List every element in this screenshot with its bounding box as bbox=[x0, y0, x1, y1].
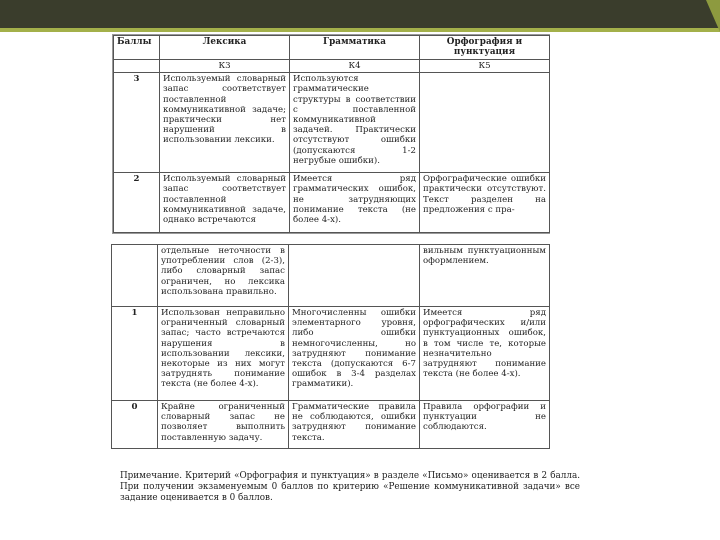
header-grammar: Грамматика bbox=[290, 36, 420, 60]
criteria-table-bottom bbox=[111, 244, 550, 449]
orthography-cell: Правила орфографии и пунктуации не соблюдаются. bbox=[420, 401, 550, 449]
orthography-cell: Имеется ряд орфографических и/или пунктуационных ошибок, в том числе те, которые незначительно затрудняют понимание текста (не более 4-х). bbox=[420, 307, 550, 401]
scan-page-1 bbox=[112, 34, 550, 234]
score-blank bbox=[112, 245, 158, 307]
grammar-cell: Имеется ряд грамматических ошибок, не затрудняющих понимание текста (не более 4-х). bbox=[290, 173, 420, 233]
code-k4: К4 bbox=[290, 60, 420, 73]
scan-page-2 bbox=[111, 244, 549, 449]
grammar-cell: Используются грамматические структуры в соответствии с поставленной коммуникативной задачей. Практически отсутствуют ошибки (допускаются 1-2 негрубые ошибки). bbox=[290, 73, 420, 173]
title-bar-accent bbox=[0, 28, 720, 32]
grammar-cell: Грамматические правила не соблюдаются, ошибки затрудняют понимание текста. bbox=[289, 401, 420, 449]
lexis-cell: Используемый словарный запас соответствует поставленной коммуникативной задаче; практически нет нарушений в использовании лексики. bbox=[160, 73, 290, 173]
lexis-cell: отдельные неточности в употреблении слов (2-3), либо словарный запас ограничен, но лексика использована правильно. bbox=[158, 245, 289, 307]
criteria-table-top bbox=[113, 35, 550, 233]
grammar-cell bbox=[289, 245, 420, 307]
lexis-cell: Крайне ограниченный словарный запас не позволяет выполнить поставленную задачу. bbox=[158, 401, 289, 449]
code-k5: К5 bbox=[420, 60, 550, 73]
orthography-cell: вильным пунктуационным оформлением. bbox=[420, 245, 550, 307]
title-bar bbox=[0, 0, 720, 28]
code-empty bbox=[114, 60, 160, 73]
orthography-cell: Орфографические ошибки практически отсутствуют. Текст разделен на предложения с пра- bbox=[420, 173, 550, 233]
score-1: 1 bbox=[112, 307, 158, 401]
lexis-cell: Использован неправильно ограниченный словарный запас; часто встречаются нарушения в использовании лексики, некоторые из них могут затруднять понимание текста (не более 4-х). bbox=[158, 307, 289, 401]
orthography-cell bbox=[420, 73, 550, 173]
header-lexis: Лексика bbox=[160, 36, 290, 60]
footnote: Примечание. Критерий «Орфография и пунктуация» в разделе «Письмо» оценивается в 2 балла. При получении экзаменуемым 0 баллов по критерию «Решение коммуникативной задачи» все задание оценивается в 0 баллов. bbox=[120, 471, 580, 503]
header-orthography: Орфография и пунктуация bbox=[420, 36, 550, 60]
header-score: Баллы bbox=[114, 36, 160, 60]
corner-decoration bbox=[706, 0, 720, 32]
score-0: 0 bbox=[112, 401, 158, 449]
score-2: 2 bbox=[114, 173, 160, 233]
grammar-cell: Многочисленны ошибки элементарного уровня, либо ошибки немногочисленны, но затрудняют понимание текста (допускаются 6-7 ошибок в 3-4 разделах грамматики). bbox=[289, 307, 420, 401]
score-3: 3 bbox=[114, 73, 160, 173]
code-k3: К3 bbox=[160, 60, 290, 73]
lexis-cell: Используемый словарный запас соответствует поставленной коммуникативной задаче, однако встречаются bbox=[160, 173, 290, 233]
